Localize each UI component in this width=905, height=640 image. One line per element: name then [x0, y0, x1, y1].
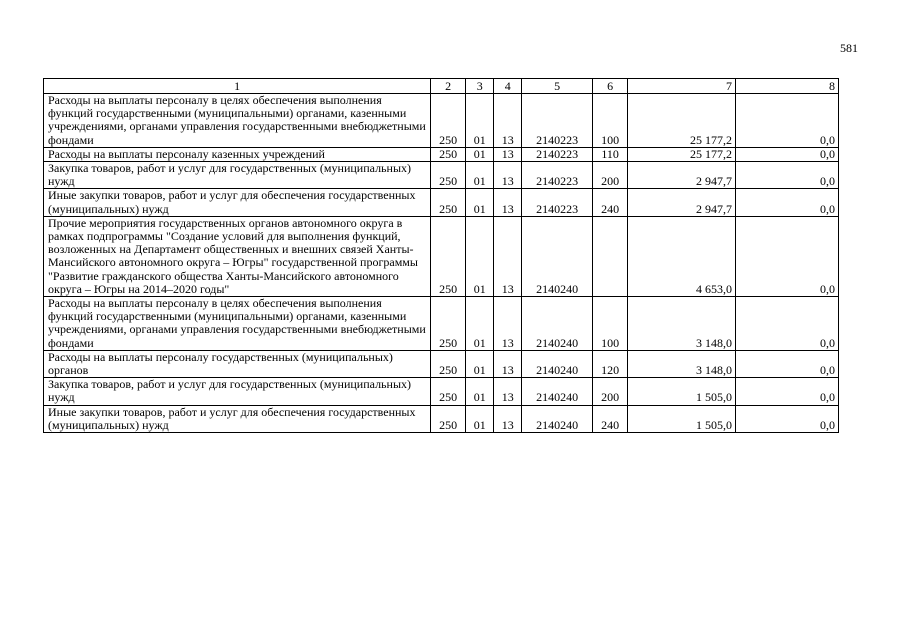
cell-col7: 25 177,2 — [627, 147, 735, 161]
cell-col8: 0,0 — [736, 297, 839, 351]
header-cell: 2 — [431, 79, 466, 94]
cell-col8: 0,0 — [736, 350, 839, 377]
cell-col7: 2 947,7 — [627, 162, 735, 189]
cell-col8: 0,0 — [736, 189, 839, 216]
cell-col6: 240 — [593, 405, 628, 432]
cell-name: Расходы на выплаты персоналу государственных (муниципальных) органов — [44, 350, 431, 377]
cell-name: Иные закупки товаров, работ и услуг для обеспечения государственных (муниципальных) нужд — [44, 405, 431, 432]
header-cell: 4 — [494, 79, 522, 94]
page-number: 581 — [840, 41, 858, 55]
cell-col5: 2140223 — [521, 94, 592, 148]
cell-col2: 250 — [431, 147, 466, 161]
cell-col5: 2140223 — [521, 162, 592, 189]
cell-col4: 13 — [494, 147, 522, 161]
cell-col6: 100 — [593, 297, 628, 351]
header-row — [44, 79, 839, 94]
cell-col3: 01 — [465, 216, 494, 296]
cell-col3: 01 — [465, 189, 494, 216]
cell-col8: 0,0 — [736, 378, 839, 405]
cell-col6: 240 — [593, 189, 628, 216]
cell-col2: 250 — [431, 189, 466, 216]
cell-col8: 0,0 — [736, 147, 839, 161]
cell-col4: 13 — [494, 216, 522, 296]
cell-col8: 0,0 — [736, 216, 839, 296]
cell-col3: 01 — [465, 405, 494, 432]
cell-name: Закупка товаров, работ и услуг для государственных (муниципальных) нужд — [44, 378, 431, 405]
cell-col2: 250 — [431, 405, 466, 432]
cell-col5: 2140240 — [521, 350, 592, 377]
cell-col8: 0,0 — [736, 162, 839, 189]
cell-col4: 13 — [494, 94, 522, 148]
cell-name: Расходы на выплаты персоналу в целях обеспечения выполнения функций государственными (муниципальными) органами, казенными учреждениями, органами управления государственными внебюджетными фондами — [44, 297, 431, 351]
cell-col4: 13 — [494, 350, 522, 377]
cell-col2: 250 — [431, 94, 466, 148]
cell-col2: 250 — [431, 350, 466, 377]
table-row — [44, 378, 839, 405]
cell-col7: 4 653,0 — [627, 216, 735, 296]
cell-col6: 200 — [593, 162, 628, 189]
cell-col4: 13 — [494, 378, 522, 405]
cell-col5: 2140240 — [521, 297, 592, 351]
cell-col6 — [593, 216, 628, 296]
cell-col7: 25 177,2 — [627, 94, 735, 148]
table-row — [44, 94, 839, 148]
cell-col2: 250 — [431, 216, 466, 296]
cell-col3: 01 — [465, 94, 494, 148]
cell-name: Иные закупки товаров, работ и услуг для обеспечения государственных (муниципальных) нужд — [44, 189, 431, 216]
cell-col6: 100 — [593, 94, 628, 148]
cell-col2: 250 — [431, 378, 466, 405]
cell-col6: 120 — [593, 350, 628, 377]
cell-col4: 13 — [494, 297, 522, 351]
cell-col5: 2140223 — [521, 147, 592, 161]
table-row — [44, 350, 839, 377]
cell-col3: 01 — [465, 147, 494, 161]
table-row — [44, 189, 839, 216]
table-row — [44, 216, 839, 296]
cell-col2: 250 — [431, 162, 466, 189]
cell-name: Расходы на выплаты персоналу казенных учреждений — [44, 147, 431, 161]
cell-col5: 2140240 — [521, 378, 592, 405]
cell-col7: 2 947,7 — [627, 189, 735, 216]
header-cell: 7 — [627, 79, 735, 94]
cell-col3: 01 — [465, 378, 494, 405]
cell-col8: 0,0 — [736, 405, 839, 432]
cell-col6: 110 — [593, 147, 628, 161]
cell-col4: 13 — [494, 189, 522, 216]
table-row — [44, 162, 839, 189]
header-cell: 6 — [593, 79, 628, 94]
cell-col5: 2140240 — [521, 405, 592, 432]
cell-name: Закупка товаров, работ и услуг для государственных (муниципальных) нужд — [44, 162, 431, 189]
cell-col5: 2140223 — [521, 189, 592, 216]
cell-col3: 01 — [465, 162, 494, 189]
cell-col6: 200 — [593, 378, 628, 405]
cell-col3: 01 — [465, 350, 494, 377]
cell-col4: 13 — [494, 405, 522, 432]
table-row — [44, 147, 839, 161]
cell-col5: 2140240 — [521, 216, 592, 296]
cell-col7: 3 148,0 — [627, 297, 735, 351]
cell-col7: 1 505,0 — [627, 405, 735, 432]
table-row — [44, 297, 839, 351]
cell-name: Прочие мероприятия государственных органов автономного округа в рамках подпрограммы "Создание условий для выполнения функций, возложенных на Департамент общественных и внешних связей Ханты-Мансийского автономного округа – Югры" государственной программы "Развитие гражданского общества Ханты-Мансийского автономного округа – Югры на 2014–2020 годы" — [44, 216, 431, 296]
header-cell: 1 — [44, 79, 431, 94]
cell-col3: 01 — [465, 297, 494, 351]
header-cell: 3 — [465, 79, 494, 94]
table-row — [44, 405, 839, 432]
header-cell: 8 — [736, 79, 839, 94]
cell-col2: 250 — [431, 297, 466, 351]
header-cell: 5 — [521, 79, 592, 94]
cell-col7: 3 148,0 — [627, 350, 735, 377]
budget-table — [43, 78, 839, 433]
cell-name: Расходы на выплаты персоналу в целях обеспечения выполнения функций государственными (муниципальными) органами, казенными учреждениями, органами управления государственными внебюджетными фондами — [44, 94, 431, 148]
cell-col8: 0,0 — [736, 94, 839, 148]
cell-col7: 1 505,0 — [627, 378, 735, 405]
cell-col4: 13 — [494, 162, 522, 189]
